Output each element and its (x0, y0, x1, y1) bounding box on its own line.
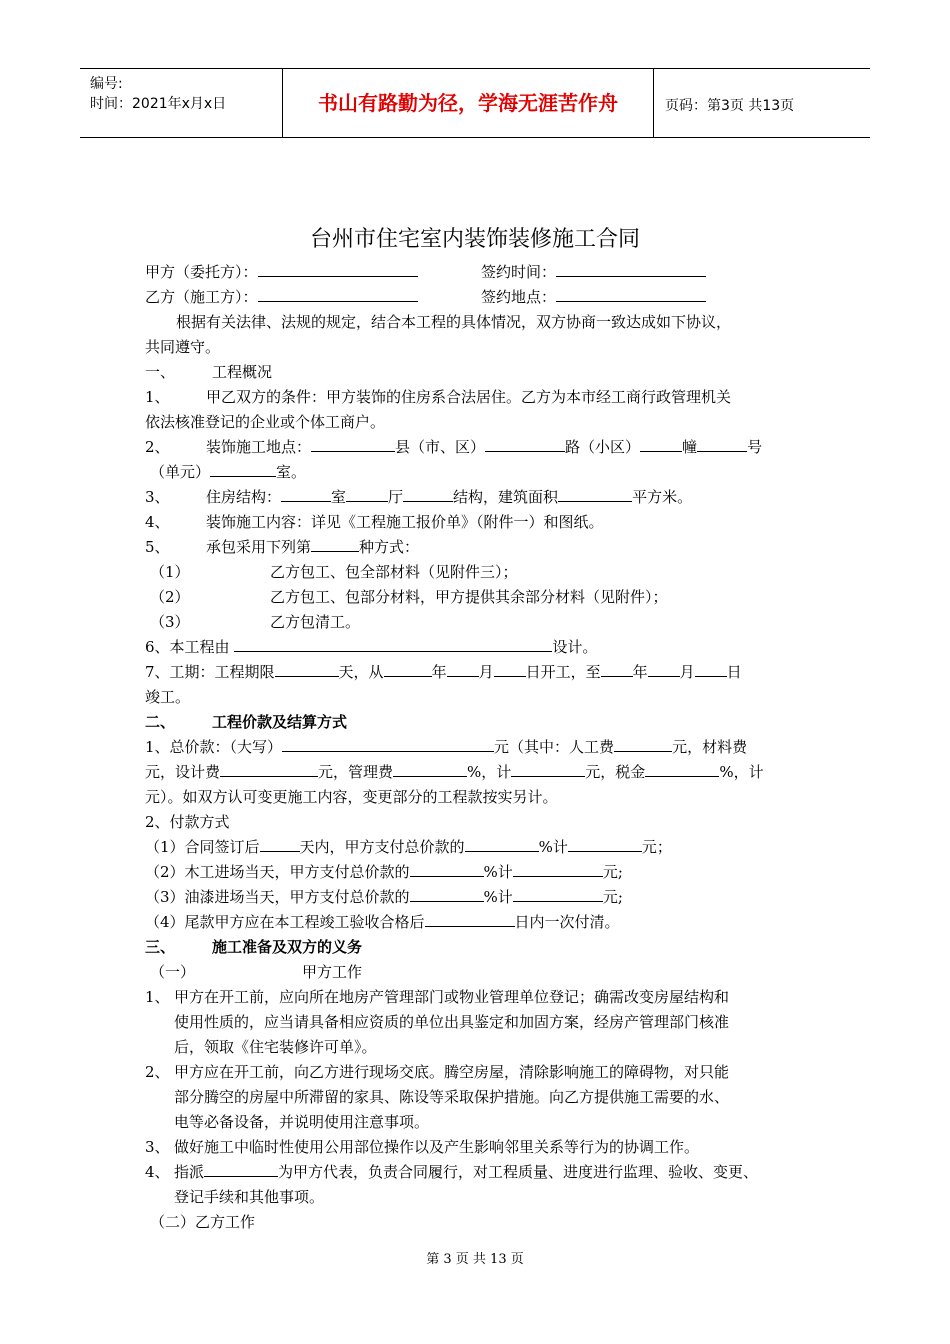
payment-method-heading: 2、付款方式 (145, 813, 230, 831)
price-line-1: 1、总价款：（大写） 元（其中：人工费 元，材料费 (145, 738, 748, 756)
duty-1-text-a: 甲方在开工前，应向所在地房产管理部门或物业管理单位登记；确需改变房屋结构和 (174, 988, 730, 1006)
duty-2-text-b: 部分腾空的房屋中所滞留的家具、陈设等采取保护措施。向乙方提供施工需要的水、 (174, 1088, 730, 1106)
item-4-number: 4、 (145, 513, 170, 531)
item-1-number: 1、 (145, 388, 170, 406)
item-4-text: 装饰施工内容：详见《工程施工报价单》（附件一）和图纸。 (206, 513, 604, 531)
item-7-line-b: 竣工。 (145, 688, 191, 706)
section-1-number: 一、 (145, 363, 176, 381)
sign-place-line: 签约地点： (481, 287, 706, 307)
duty-1-text-c: 后，领取《住宅装修许可单》。 (174, 1038, 377, 1056)
payment-3-line: （3）油漆进场当天，甲方支付总价款的 %计 元; (145, 888, 623, 906)
item-6-line: 6、本工程由 设计。 (145, 638, 598, 656)
duty-2-number: 2、 (145, 1063, 170, 1081)
payment-4-line: （4）尾款甲方应在本工程竣工验收合格后 日内一次付清。 (145, 913, 620, 931)
page-header (80, 68, 870, 138)
item-5-line: 承包采用下列第 种方式： (206, 538, 420, 556)
section-3-number: 三、 (145, 938, 176, 956)
section-2-title: 工程价款及结算方式 (212, 713, 348, 731)
intro-text-1: 根据有关法律、法规的规定，结合本工程的具体情况，双方协商一致达成如下协议， (176, 313, 732, 331)
duty-4-line: 指派 为甲方代表，负责合同履行，对工程质量、进度进行监理、验收、变更、 (174, 1163, 759, 1181)
subsection-1-number: （一） (150, 963, 196, 981)
item-3-line: 住房结构： 室 厅 结构，建筑面积 平方米。 (206, 488, 693, 506)
duty-2-text-a: 甲方应在开工前，向乙方进行现场交底。腾空房屋，清除影响施工的障碍物，对只能 (174, 1063, 730, 1081)
payment-2-line: （2）木工进场当天，甲方支付总价款的 %计 元; (145, 863, 623, 881)
payment-1-line: （1）合同签订后 天内，甲方支付总价款的 %计 元； (145, 838, 672, 856)
item-2-line: 装饰施工地点： 县（市、区） 路（小区） 幢 号 (206, 438, 763, 456)
option-1-text: 乙方包工、包全部材料（见附件三）； (270, 563, 518, 581)
duty-2-text-c: 电等必备设备，并说明使用注意事项。 (174, 1113, 430, 1131)
doc-time-label: 时间：2021年x月x日 (90, 96, 227, 112)
duty-3-text: 做好施工中临时性使用公用部位操作以及产生影响邻里关系等行为的协调工作。 (174, 1138, 700, 1156)
duty-1-number: 1、 (145, 988, 170, 1006)
item-5-number: 5、 (145, 538, 170, 556)
option-2-text: 乙方包工、包部分材料，甲方提供其余部分材料（见附件）； (270, 588, 668, 606)
price-line-3: 元）。如双方认可变更施工内容，变更部分的工程款按实另计。 (145, 788, 558, 806)
header-motto: 书山有路勤为径，学海无涯苦作舟 (283, 69, 654, 137)
page-footer: 第 3 页 共 13 页 (426, 1252, 524, 1267)
intro-text-2: 共同遵守。 (145, 338, 221, 356)
item-2-line-b: （单元） 室。 (150, 463, 307, 481)
duty-1-text-b: 使用性质的，应当请具备相应资质的单位出具鉴定和加固方案，经房产管理部门核准 (174, 1013, 730, 1031)
header-page-info: 页码：第3页 共13页 (665, 98, 795, 114)
option-1-number: （1） (150, 563, 190, 581)
duty-4-text-c: 登记手续和其他事项。 (174, 1188, 325, 1206)
party-b-line: 乙方（施工方）： (145, 287, 418, 307)
option-3-number: （3） (150, 613, 190, 631)
item-1-text-b: 依法核准登记的企业或个体工商户。 (145, 413, 386, 431)
item-7-line: 7、工期：工程期限 天，从 年 月 日开工，至 年 月 日 (145, 663, 742, 681)
section-2-number: 二、 (145, 713, 176, 731)
item-1-text-a: 甲乙双方的条件：甲方装饰的住房系合法居住。乙方为本市经工商行政管理机关 (206, 388, 732, 406)
price-line-2: 元，设计费 元，管理费 %，计 元，税金 %，计 (145, 763, 764, 781)
subsection-2-title: （二）乙方工作 (150, 1213, 256, 1231)
duty-4-number: 4、 (145, 1163, 170, 1181)
sign-time-line: 签约时间： (481, 262, 706, 282)
duty-3-number: 3、 (145, 1138, 170, 1156)
contract-title: 台州市住宅室内装饰装修施工合同 (309, 227, 640, 252)
header-meta-cell (80, 69, 283, 137)
option-2-number: （2） (150, 588, 190, 606)
doc-number-label: 编号: (90, 76, 123, 92)
subsection-1-title: 甲方工作 (302, 963, 363, 981)
party-a-line: 甲方（委托方）： (145, 262, 418, 282)
item-2-number: 2、 (145, 438, 170, 456)
item-3-number: 3、 (145, 488, 170, 506)
section-3-title: 施工准备及双方的义务 (212, 938, 363, 956)
section-1-title: 工程概况 (212, 363, 273, 381)
option-3-text: 乙方包清工。 (270, 613, 361, 631)
